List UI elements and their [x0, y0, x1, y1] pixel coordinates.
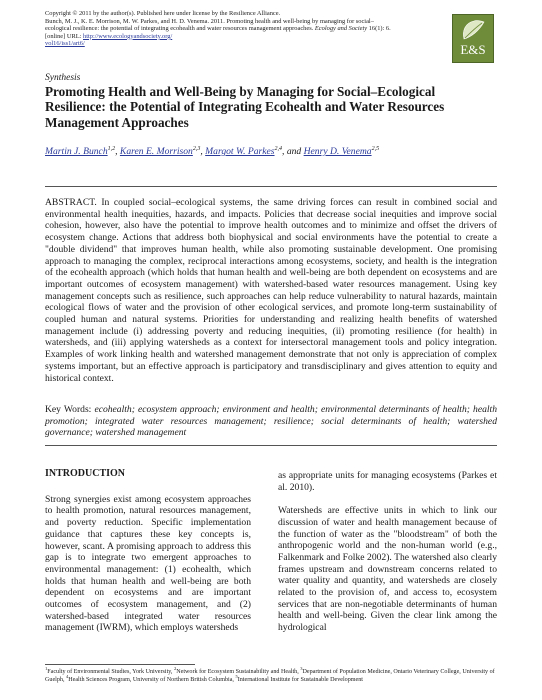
author-separator: , and — [282, 146, 304, 157]
footnotes — [45, 666, 497, 684]
copyright-line: Copyright © 2011 by the author(s). Published here under license by the Resilience Alliance. — [45, 10, 281, 17]
paragraph: Strong synergies exist among ecosystem approaches to health promotion, natural resources management, and poverty reduction. Specific implementation guidance that captures these key concepts is, however, scant. A promising approach to address this gap is to integrate two emergent approaches to environmental management: (1) ecohealth, which holds that human health and well-being are both dependent on ecosystems and are important outcomes of ecosystem management, and (2) watershed-based integrated water resources management (IWRM), which employs watersheds — [45, 493, 251, 634]
author-link[interactable]: Martin J. Bunch — [45, 146, 108, 157]
left-column — [45, 468, 251, 646]
footnote-text: Network for Ecosystem Sustainability and Health, — [176, 669, 301, 676]
footnote-text: International Institute for Sustainable Development — [237, 676, 363, 683]
section-label: Synthesis — [45, 73, 81, 83]
author-affiliation: 2,3 — [192, 145, 201, 152]
article-title: Promoting Health and Well-Being by Managing for Social–Ecological Resilience: the Potential of Integrating Ecohealth and Water Resources Management Approaches — [45, 84, 445, 130]
leaf-icon — [459, 19, 489, 41]
abstract: ABSTRACT. In coupled social–ecological systems, the same driving forces can result in combined social and environmental health inequities, hazards, and impacts. Policies that decrease social inequities and improve social cohesion, however, also have the potential to improve health outcomes and to minimize and offset the drivers of ecosystem change. Actions that address both biophysical and social environments have the potential to create a "double dividend" that improves human health, while also promoting sustainable development. One promising approach to managing the complex, reciprocal interactions among ecosystems, society, and health is the integration of the ecohealth approach (which holds that human health and well-being are both dependent on ecosystems and are important outcomes of ecosystem management) with watershed-based water resources management. Using key management concepts such as resilience, such approaches can help reduce vulnerability to natural hazards, maintain ecological flows of water and the provision of other ecological services, and promote long-term sustainability of coupled human and natural systems. Priorities for understanding and realizing health benefits of watershed management include (i) addressing poverty and reducing inequities, (ii) promoting resilience (for health) in watersheds, and (iii) applying watersheds as a context for intersectoral management tools and policy integration. Examples of work linking health and watershed management demonstrate that not only is appreciation of complex systems important, but an effective approach is participatory and transdisciplinary and gives attention to equity and historical context. — [45, 197, 497, 384]
footnote-marker: 1 — [45, 666, 48, 671]
article-url-link[interactable]: http://www.ecologyandsociety.org/ vol16/iss1/art6/ — [45, 32, 173, 48]
author-affiliation: 2,5 — [371, 145, 380, 152]
divider — [45, 186, 497, 187]
author-affiliation: 2,4 — [274, 145, 283, 152]
author-separator: , — [200, 146, 206, 157]
footnote-text: Health Sciences Program, University of Northern British Columbia, — [68, 676, 236, 683]
author-link[interactable]: Margot W. Parkes — [205, 146, 275, 157]
citation-volume: 16(1): 6. [online] URL: — [45, 25, 391, 40]
footnote-text: Department of Population Medicine, Ontario Veterinary College, University of Guelph, — [45, 669, 495, 683]
paragraph: Watersheds are effective units in which to link our discussion of water and health management because of the function of water as the "bloodstream" of both the anthropogenic world and the non-human world (e.g., Falkenmark and Folke 2002). The watershed also clearly frames upstream and downstream concerns related to water quality and quantity, and watersheds are closely related to the provision of, and access to, ecosystem services that are non-negotiable determinants of human health and well-being. Given the clear link among the hydrological — [278, 505, 497, 634]
footnote-marker: 4 — [66, 673, 69, 679]
keywords — [45, 404, 497, 439]
footnote-marker: 5 — [235, 673, 238, 679]
intro-heading: INTRODUCTION — [45, 468, 126, 479]
footnote-text: Faculty of Environmental Studies, York University, — [47, 669, 174, 676]
footnote-marker: 2 — [173, 666, 177, 671]
citation-text: Bunch, M. J., K. E. Morrison, M. W. Parkes, and H. D. Venema. 2011. Promoting health and well-being by managing for social–ecological resilience: the potential of integrating ecohealth and water resources management approaches. — [45, 17, 374, 33]
keywords-label: Key Words: — [45, 404, 92, 415]
author-link[interactable]: Karen E. Morrison — [119, 146, 193, 157]
author-list — [45, 146, 515, 157]
journal-name: Ecology and Society — [314, 25, 368, 33]
author-link[interactable]: Henry D. Venema — [303, 146, 372, 157]
keywords-list: ecohealth; ecosystem approach; environment and health; environmental determinants of health; health promotion; integrated water resources management; resilience; social determinants of health; watershed governance; watershed management — [45, 404, 498, 439]
logo-text: E&S — [460, 42, 486, 57]
footnote-divider — [45, 664, 195, 665]
author-separator: , — [115, 146, 120, 157]
divider — [45, 445, 497, 446]
paragraph: as appropriate units for managing ecosystems (Parkes et al. 2010). — [278, 470, 497, 493]
footnote-marker: 3 — [300, 666, 303, 671]
copyright-block — [45, 10, 397, 48]
right-column — [278, 470, 497, 646]
author-affiliation: 1,2 — [107, 145, 116, 152]
journal-logo — [452, 14, 494, 63]
